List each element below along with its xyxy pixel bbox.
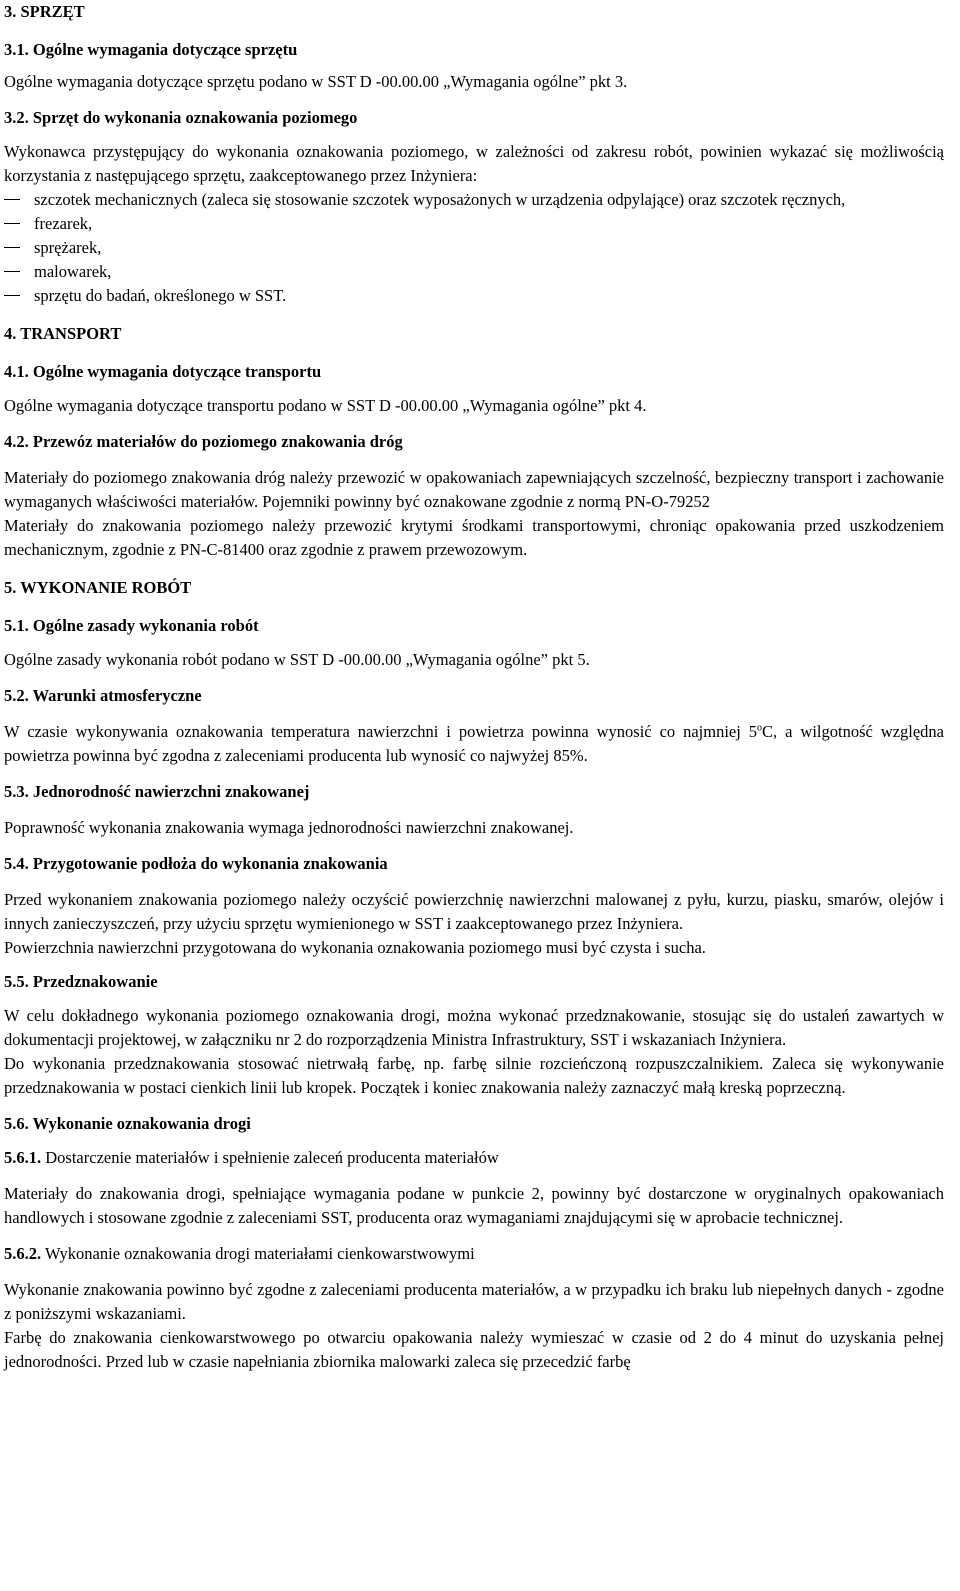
list-item — [4, 284, 944, 308]
section-4-1-text: Ogólne wymagania dotyczące transportu podano w SST D -00.00.00 „Wymagania ogólne” pkt 4. — [4, 396, 647, 415]
section-5-1-heading: 5.1. Ogólne zasady wykonania robót — [4, 616, 259, 635]
section-5-2-heading: 5.2. Warunki atmosferyczne — [4, 686, 202, 705]
section-4-2-paragraph-2: Materiały do znakowania poziomego należy przewozić krytymi środkami transportowymi, chroniąc opakowania przed uszkodzeniem mechanicznym, zgodnie z PN-C-81400 oraz zgodnie z prawem przewozowym. — [4, 516, 944, 559]
section-5-2-text — [4, 720, 944, 768]
degree-superscript: o — [757, 722, 763, 734]
section-4-heading: 4. TRANSPORT — [4, 324, 122, 343]
section-3-2-title: Sprzęt do wykonania oznakowania poziomego — [32, 108, 358, 127]
section-3-2-number: 3.2. — [4, 108, 29, 127]
section-5-6-1-text: Materiały do znakowania drogi, spełniające wymagania podane w punkcie 2, powinny być dostarczone w oryginalnych opakowaniach handlowych i stosowane zgodnie z zaleceniami SST, producenta oraz wymaganiami znajdującymi się w aprobacie technicznej. — [4, 1184, 944, 1227]
section-3-1-text: Ogólne wymagania dotyczące sprzętu podano w SST D -00.00.00 „Wymagania ogólne” pkt 3. — [4, 72, 628, 91]
section-5-6-2-paragraph-1: Wykonanie znakowania powinno być zgodne z zaleceniami producenta materiałów, a w przypadku ich braku lub niepełnych danych - zgodne z poniższymi wskazaniami. — [4, 1280, 944, 1323]
list-item — [4, 212, 944, 236]
section-5-5-paragraph-2: Do wykonania przedznakowania stosować nietrwałą farbę, np. farbę silnie rozcieńczoną rozpuszczalnikiem. Zaleca się wykonywanie przedznakowania w postaci cienkich linii lub kropek. Początek i koniec znakowania należy zaznaczyć małą kreską poprzeczną. — [4, 1054, 944, 1097]
section-4-2-paragraph-1: Materiały do poziomego znakowania dróg należy przewozić w opakowaniach zapewniających szczelność, bezpieczny transport i zachowanie wymaganych właściwości materiałów. Pojemniki powinny być oznakowane zgodnie z normą PN-O-79252 — [4, 468, 944, 511]
section-5-3-text: Poprawność wykonania znakowania wymaga jednorodności nawierzchni znakowanej. — [4, 818, 574, 837]
section-5-6-2-paragraph-2: Farbę do znakowania cienkowarstwowego po otwarciu opakowania należy wymieszać w czasie od 2 do 4 minut do uzyskania pełnej jednorodności. Przed lub w czasie napełniania zbiornika malowarki zaleca się przecedzić farbę — [4, 1328, 944, 1371]
dash-bullet — [4, 295, 20, 296]
section-5-4-heading: 5.4. Przygotowanie podłoża do wykonania znakowania — [4, 854, 388, 873]
section-5-3-heading: 5.3. Jednorodność nawierzchni znakowanej — [4, 782, 310, 801]
section-5-6-1-heading — [4, 1146, 944, 1170]
section-3-1-heading: 3.1. Ogólne wymagania dotyczące sprzętu — [4, 40, 298, 59]
section-5-heading: 5. WYKONANIE ROBÓT — [4, 578, 192, 597]
section-3-heading: 3. SPRZĘT — [4, 2, 85, 21]
list-item-text: szczotek mechanicznych (zaleca się stosowanie szczotek wyposażonych w urządzenia odpylające) oraz szczotek ręcznych, — [34, 190, 846, 209]
list-item — [4, 260, 944, 284]
section-5-2-text-b: C, a wilgotność względna powietrza powinna być zgodna z zaleceniami producenta lub wynosić co najwyżej 85%. — [4, 722, 944, 765]
section-5-4-paragraph-1: Przed wykonaniem znakowania poziomego należy oczyścić powierzchnię nawierzchni malowanej z pyłu, kurzu, piasku, smarów, olejów i innych zanieczyszczeń, przy użyciu sprzętu wymienionego w SST i zaakceptowanego przez Inżyniera. — [4, 890, 944, 933]
dash-bullet — [4, 223, 20, 224]
section-5-5-heading: 5.5. Przedznakowanie — [4, 972, 158, 991]
section-5-6-1-number: 5.6.1. — [4, 1148, 42, 1167]
list-item — [4, 188, 944, 212]
section-3-2-heading — [4, 106, 944, 130]
dash-bullet — [4, 247, 20, 248]
section-5-6-2-title: Wykonanie oznakowania drogi materiałami cienkowarstwowymi — [44, 1244, 475, 1263]
list-item — [4, 236, 944, 260]
list-item-text: malowarek, — [34, 262, 112, 281]
section-4-1-heading: 4.1. Ogólne wymagania dotyczące transportu — [4, 362, 322, 381]
section-5-6-2-heading — [4, 1242, 944, 1266]
list-item-text: sprężarek, — [34, 238, 102, 257]
section-5-5-paragraph-1: W celu dokładnego wykonania poziomego oznakowania drogi, można wykonać przedznakowanie, stosując się do ustaleń zawartych w dokumentacji projektowej, w załączniku nr 2 do rozporządzenia Ministra Infrastruktury, SST i wskazaniach Inżyniera. — [4, 1006, 944, 1049]
section-5-6-1-title: Dostarczenie materiałów i spełnienie zaleceń producenta materiałów — [45, 1148, 499, 1167]
section-5-6-2-number: 5.6.2. — [4, 1244, 42, 1263]
section-3-2-text: Wykonawca przystępujący do wykonania oznakowania poziomego, w zależności od zakresu robót, powinien wykazać się możliwością korzystania z następującego sprzętu, zaakceptowanego przez Inżyniera: — [4, 142, 944, 185]
section-4-2-heading: 4.2. Przewóz materiałów do poziomego znakowania dróg — [4, 432, 403, 451]
list-item-text: frezarek, — [34, 214, 93, 233]
list-item-text: sprzętu do badań, określonego w SST. — [34, 286, 287, 305]
section-5-2-text-a: W czasie wykonywania oznakowania temperatura nawierzchni i powietrza powinna wynosić co najmniej 5 — [4, 722, 758, 741]
dash-bullet — [4, 271, 20, 272]
section-5-1-text: Ogólne zasady wykonania robót podano w SST D -00.00.00 „Wymagania ogólne” pkt 5. — [4, 650, 590, 669]
dash-bullet — [4, 199, 20, 200]
section-5-6-heading: 5.6. Wykonanie oznakowania drogi — [4, 1114, 251, 1133]
equipment-list — [4, 188, 944, 308]
section-5-4-paragraph-2: Powierzchnia nawierzchni przygotowana do wykonania oznakowania poziomego musi być czysta i sucha. — [4, 938, 706, 957]
